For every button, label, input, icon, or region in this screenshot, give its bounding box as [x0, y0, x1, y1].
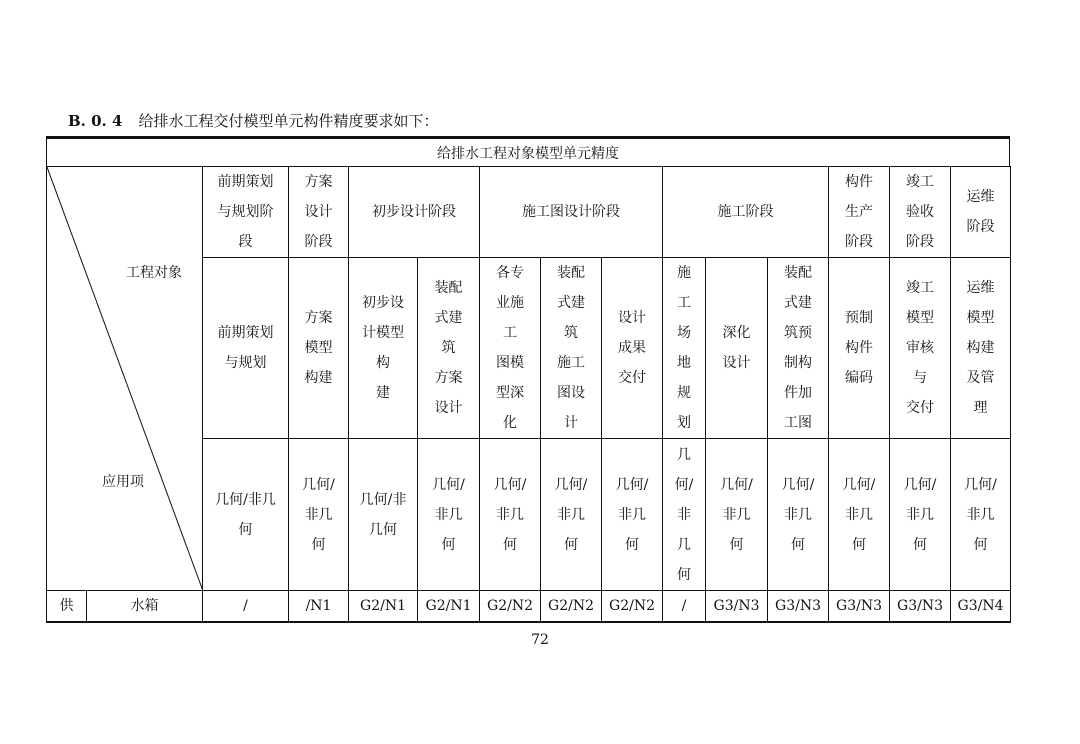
row-category: 供: [47, 591, 87, 623]
section-heading: [68, 111, 438, 131]
application-cell: 几 何/ 非 几 何: [663, 439, 706, 591]
sub-header: 装配 式建 筑 施工 图设 计: [541, 258, 602, 439]
application-cell: 几何/非 几何: [349, 439, 418, 591]
data-cell: G3/N3: [706, 591, 768, 623]
data-cell: G3/N3: [890, 591, 951, 623]
sub-header: 深化 设计: [706, 258, 768, 439]
stage-header: 前期策划 与规划阶 段: [203, 167, 289, 258]
precision-table: [46, 166, 1011, 623]
application-cell: 几何/ 非几 何: [289, 439, 349, 591]
sub-header: 设计 成果 交付: [602, 258, 663, 439]
table-title: 给排水工程对象模型单元精度: [46, 136, 1010, 166]
sub-header: 装配 式建 筑预 制构 件加 工图: [768, 258, 829, 439]
corner-diagonal: [47, 167, 203, 591]
application-cell: 几何/ 非几 何: [951, 439, 1011, 591]
sub-header: 竣工 模型 审核 与 交付: [890, 258, 951, 439]
sub-header: 前期策划 与规划: [203, 258, 289, 439]
stage-header: 方案 设计 阶段: [289, 167, 349, 258]
stage-header-row: [47, 167, 1011, 258]
application-cell: 几何/非几 何: [203, 439, 289, 591]
application-cell: 几何/ 非几 何: [829, 439, 890, 591]
row-item: 水箱: [87, 591, 203, 623]
data-cell: G3/N3: [829, 591, 890, 623]
data-cell: /: [663, 591, 706, 623]
sub-header: 方案 模型 构建: [289, 258, 349, 439]
sub-header: 施 工 场 地 规 划: [663, 258, 706, 439]
data-cell: /N1: [289, 591, 349, 623]
data-cell: G3/N3: [768, 591, 829, 623]
application-cell: 几何/ 非几 何: [768, 439, 829, 591]
sub-header: 初步设 计模型 构 建: [349, 258, 418, 439]
sub-header: 各专 业施 工 图模 型深 化: [480, 258, 541, 439]
sub-header: 装配 式建 筑 方案 设计: [418, 258, 480, 439]
application-cell: 几何/ 非几 何: [890, 439, 951, 591]
application-cell: 几何/ 非几 何: [480, 439, 541, 591]
page-number: 72: [531, 632, 549, 648]
section-title: 给排水工程交付模型单元构件精度要求如下：: [138, 112, 439, 130]
stage-header: 施工图设计阶段: [480, 167, 663, 258]
stage-header: 运维 阶段: [951, 167, 1011, 258]
corner-label-application: 应用项: [102, 474, 144, 490]
data-cell: /: [203, 591, 289, 623]
application-cell: 几何/ 非几 何: [541, 439, 602, 591]
data-cell: G2/N2: [480, 591, 541, 623]
corner-label-object: 工程对象: [126, 265, 182, 281]
data-cell: G2/N1: [418, 591, 480, 623]
stage-header: 施工阶段: [663, 167, 829, 258]
sub-header: 预制 构件 编码: [829, 258, 890, 439]
data-cell: G2/N2: [541, 591, 602, 623]
section-number: B. 0. 4: [68, 112, 123, 130]
application-cell: 几何/ 非几 何: [602, 439, 663, 591]
stage-header: 构件 生产 阶段: [829, 167, 890, 258]
application-cell: 几何/ 非几 何: [706, 439, 768, 591]
stage-header: 初步设计阶段: [349, 167, 480, 258]
table-row: [47, 591, 1011, 623]
data-cell: G2/N2: [602, 591, 663, 623]
table-corner-cell: [47, 167, 203, 591]
stage-header: 竣工 验收 阶段: [890, 167, 951, 258]
sub-header: 运维 模型 构建 及管 理: [951, 258, 1011, 439]
application-cell: 几何/ 非几 何: [418, 439, 480, 591]
data-cell: G2/N1: [349, 591, 418, 623]
data-cell: G3/N4: [951, 591, 1011, 623]
